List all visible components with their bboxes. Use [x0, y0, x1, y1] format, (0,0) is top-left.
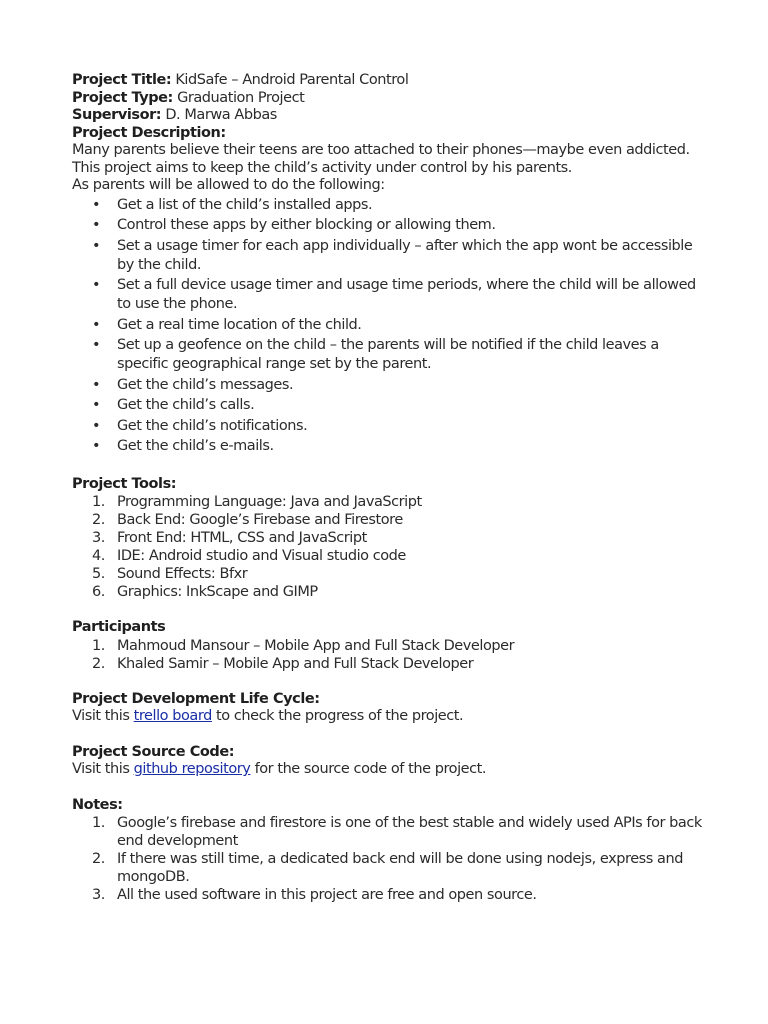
project-type-label: Project Type: — [72, 89, 173, 106]
spacer — [72, 601, 702, 619]
list-item — [72, 336, 702, 374]
source-code-line — [72, 761, 702, 779]
spacer — [72, 726, 702, 744]
bullet-icon: • — [92, 397, 101, 413]
project-title-label: Project Title: — [72, 72, 172, 88]
list-item-text: Programming Language: Java and JavaScript — [117, 494, 422, 510]
list-item-text: Get a real time location of the child. — [117, 316, 362, 333]
list-item — [72, 655, 702, 673]
list-item-text: Graphics: InkScape and GIMP — [117, 584, 318, 600]
source-code-heading: Project Source Code: — [72, 743, 235, 760]
lifecycle-suffix: to check the progress of the project. — [211, 708, 464, 724]
list-item — [72, 583, 702, 601]
list-item — [72, 316, 702, 335]
list-item — [72, 547, 702, 565]
trello-board-link[interactable]: trello board — [133, 708, 212, 724]
list-item-text: Khaled Samir – Mobile App and Full Stack Developer — [117, 655, 474, 672]
lifecycle-heading: Project Development Life Cycle: — [72, 690, 320, 707]
list-item — [72, 529, 702, 547]
list-item-text: Mahmoud Mansour – Mobile App and Full Stack Developer — [117, 637, 515, 654]
list-item-text: Get a list of the child’s installed apps. — [117, 196, 373, 213]
source-prefix: Visit this — [72, 761, 134, 777]
features-list — [72, 196, 702, 457]
lifecycle-line — [72, 708, 702, 726]
supervisor-value: D. Marwa Abbas — [161, 107, 277, 123]
list-number: 6. — [92, 584, 105, 600]
list-item-text: IDE: Android studio and Visual studio code — [117, 548, 406, 564]
notes-list — [72, 814, 702, 904]
list-number: 3. — [92, 887, 105, 903]
list-item — [72, 565, 702, 583]
spacer — [72, 458, 702, 476]
bullet-icon: • — [92, 237, 101, 254]
bullet-icon: • — [92, 376, 101, 393]
list-item-text: Set a usage timer for each app individually – after which the app wont be accessible by the child. — [117, 237, 693, 273]
list-item — [72, 886, 702, 904]
description-paragraph: This project aims to keep the child’s activity under control by his parents. — [72, 159, 572, 176]
list-item — [72, 437, 702, 456]
list-item-text: All the used software in this project are free and open source. — [117, 887, 537, 903]
list-number: 2. — [92, 851, 105, 867]
list-item — [72, 417, 702, 436]
github-repository-link[interactable]: github repository — [133, 761, 251, 777]
project-type-line — [72, 90, 702, 108]
list-number: 4. — [92, 548, 105, 564]
bullet-icon: • — [92, 438, 101, 454]
list-item — [72, 237, 702, 275]
list-number: 1. — [92, 637, 105, 654]
bullet-icon: • — [92, 417, 101, 434]
list-item — [72, 850, 702, 886]
list-item — [72, 493, 702, 511]
supervisor-label: Supervisor: — [72, 107, 162, 123]
list-item-text: If there was still time, a dedicated back end will be done using nodejs, express and mongoDB. — [117, 851, 683, 885]
list-item-text: Get the child’s messages. — [117, 376, 294, 393]
list-number: 2. — [92, 512, 105, 528]
project-title-line — [72, 72, 702, 90]
list-item-text: Front End: HTML, CSS and JavaScript — [117, 530, 367, 546]
bullet-icon: • — [92, 277, 101, 293]
bullet-icon: • — [92, 316, 101, 333]
list-item — [72, 376, 702, 395]
list-item — [72, 196, 702, 215]
list-item-text: Get the child’s notifications. — [117, 417, 308, 434]
supervisor-line — [72, 107, 702, 125]
spacer — [72, 673, 702, 691]
project-type-value: Graduation Project — [172, 89, 305, 106]
list-item — [72, 637, 702, 655]
list-item-text: Back End: Google’s Firebase and Firestore — [117, 512, 403, 528]
tools-heading: Project Tools: — [72, 475, 177, 492]
list-item-text: Google’s firebase and firestore is one of the best stable and widely used APIs for back end development — [117, 815, 702, 849]
notes-heading: Notes: — [72, 796, 123, 813]
list-item — [72, 216, 702, 235]
list-item — [72, 814, 702, 850]
list-number: 2. — [92, 655, 105, 672]
list-item — [72, 276, 702, 314]
bullet-icon: • — [92, 217, 101, 233]
list-number: 1. — [92, 815, 105, 831]
bullet-icon: • — [92, 337, 101, 353]
list-number: 1. — [92, 494, 105, 510]
project-title-value: KidSafe – Android Parental Control — [171, 72, 409, 88]
source-suffix: for the source code of the project. — [250, 761, 487, 777]
description-paragraph: As parents will be allowed to do the following: — [72, 177, 385, 193]
lifecycle-prefix: Visit this — [72, 708, 134, 724]
list-item-text: Control these apps by either blocking or allowing them. — [117, 217, 496, 233]
tools-list — [72, 493, 702, 601]
bullet-icon: • — [92, 196, 101, 213]
list-item-text: Get the child’s e-mails. — [117, 438, 274, 454]
list-item-text: Sound Effects: Bfxr — [117, 566, 248, 582]
participants-heading: Participants — [72, 619, 166, 635]
description-paragraph: Many parents believe their teens are too attached to their phones—maybe even addicted. — [72, 142, 690, 158]
list-item-text: Get the child’s calls. — [117, 397, 255, 413]
description-heading: Project Description: — [72, 124, 226, 141]
list-number: 5. — [92, 566, 105, 582]
list-item — [72, 396, 702, 415]
list-item-text: Set up a geofence on the child – the parents will be notified if the child leaves a specific geographical range set by the parent. — [117, 337, 659, 372]
participants-list — [72, 637, 702, 673]
list-number: 3. — [92, 530, 105, 546]
list-item-text: Set a full device usage timer and usage time periods, where the child will be allowed to use the phone. — [117, 277, 696, 312]
list-item — [72, 511, 702, 529]
spacer — [72, 779, 702, 797]
